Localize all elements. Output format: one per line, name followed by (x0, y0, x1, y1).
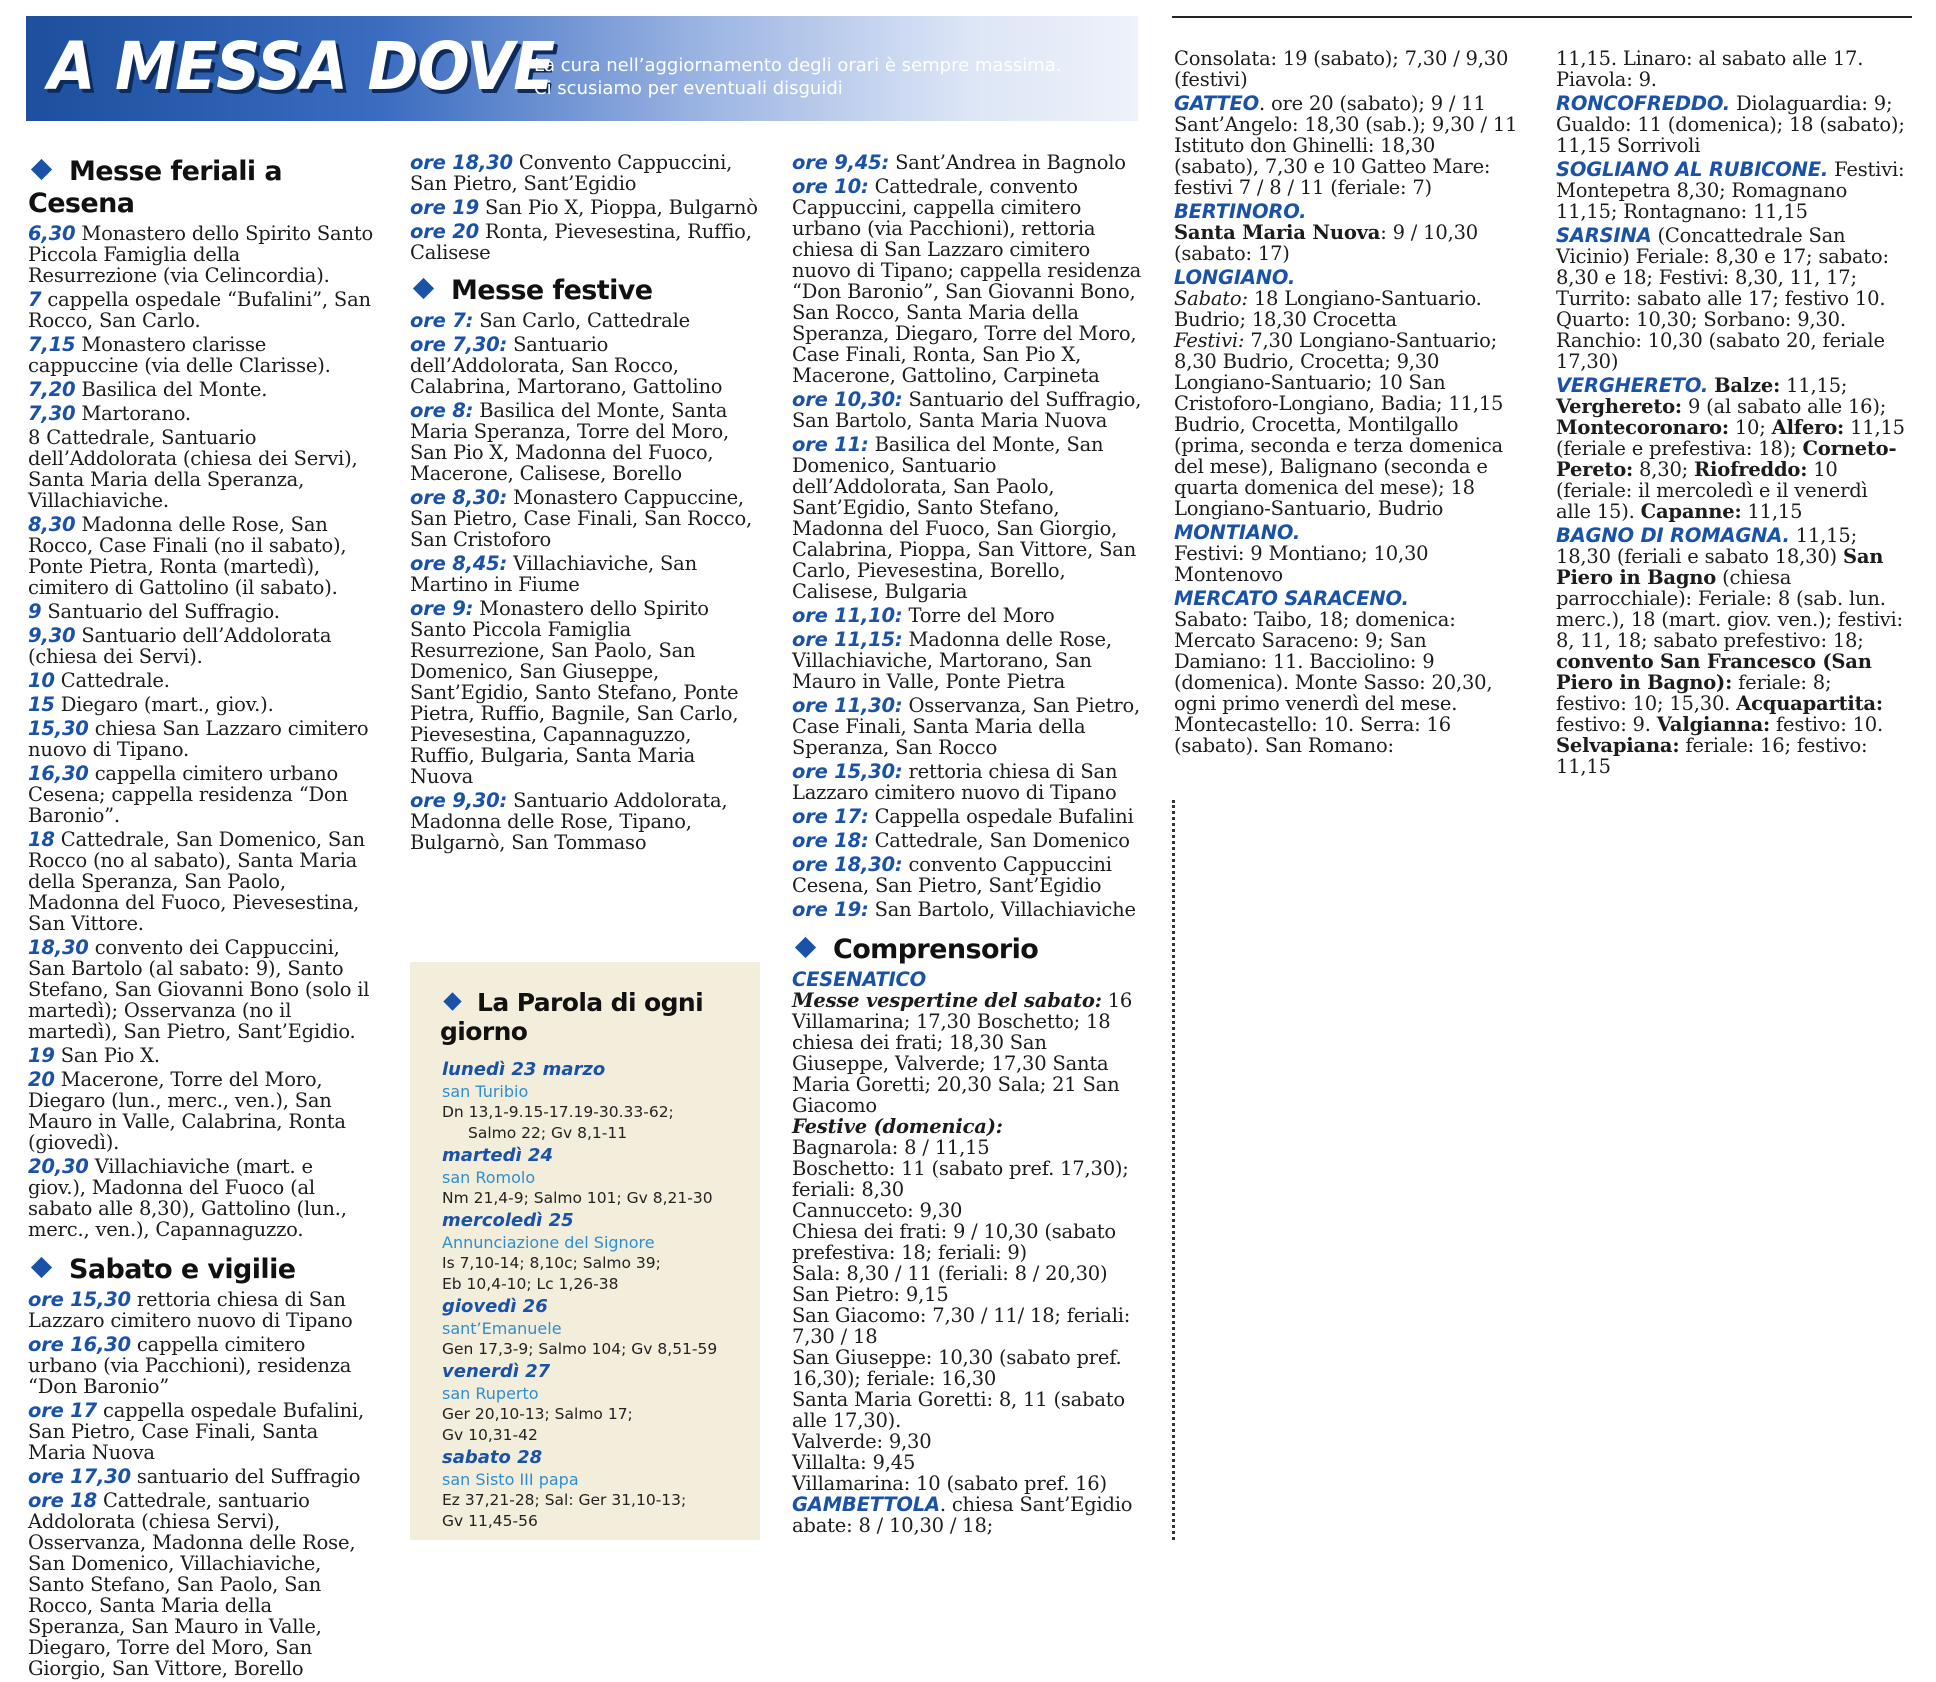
schedule-text: Osservanza, San Pietro, Case Finali, Santa Maria della Speranza, San Rocco (792, 694, 1141, 759)
schedule-item (792, 152, 1142, 173)
schedule-text: Ronta, Pievesestina, Ruffio, Calisese (410, 220, 752, 264)
diamond-icon (443, 992, 461, 1010)
banner-note: La cura nell’aggiornamento degli orari è sempre massima. Ci scusiamo per eventuali disguidi (534, 55, 1062, 99)
reading-day: sabato 28 (442, 1447, 543, 1468)
schedule-time: ore 15,30 (28, 1288, 131, 1311)
schedule-item (792, 605, 1142, 626)
title-banner (26, 16, 1138, 121)
schedule-text: San Pio X, Pioppa, Bulgarnò (484, 196, 758, 219)
schedule-item (28, 1289, 374, 1331)
schedule-time: ore 7,30: (410, 333, 508, 356)
reading-refs: Is 7,10-14; 8,10c; Salmo 39; (442, 1254, 661, 1272)
reading-saint: san Turibio (442, 1082, 529, 1101)
schedule-time: ore 11,15: (792, 628, 903, 651)
parola-box (410, 962, 760, 1540)
schedule-text: cappella ospedale “Bufalini”, San Rocco, San Carlo. (28, 288, 371, 332)
schedule-text: Cattedrale. (60, 669, 170, 692)
schedule-item (28, 1490, 374, 1679)
column-festive-cont (792, 152, 1142, 1536)
reading-refs: Eb 10,4-10; Lc 1,26-38 (442, 1275, 619, 1293)
schedule-item (28, 514, 374, 598)
schedule-time: ore 11,10: (792, 604, 903, 627)
festive-list (410, 310, 760, 853)
schedule-text: 8 Cattedrale, Santuario dell’Addolorata (chiesa dei Servi), Santa Maria della Speranza, Villachiaviche. (28, 426, 358, 512)
place-sarsina: SARSINA (1556, 224, 1652, 247)
parola-days (410, 1058, 760, 1532)
reading-refs: Gv 10,31-42 (442, 1426, 538, 1444)
reading-day: mercoledì 25 (442, 1210, 574, 1231)
schedule-text: San Pio X. (60, 1044, 160, 1067)
cesenatico-line: Santa Maria Goretti: 8, 11 (sabato alle 17,30). (792, 1388, 1125, 1432)
reading-refs: Salmo 22; Gv 8,1-11 (468, 1124, 628, 1142)
section-heading-comprensorio: Comprensorio (792, 934, 1142, 966)
schedule-time: 15 (28, 693, 55, 716)
schedule-item (28, 601, 374, 622)
schedule-time: ore 10: (792, 175, 869, 198)
schedule-text: Torre del Moro (908, 604, 1055, 627)
place-longiano: LONGIANO. (1174, 266, 1296, 289)
schedule-item (410, 400, 760, 484)
schedule-text: Cattedrale, convento Cappuccini, cappella cimitero urbano (via Pacchioni), rettoria chiesa di San Lazzaro cimitero nuovo di Tipano; cappella residenza “Don Baronio”, San Giovanni Bono, San Rocco, Santa Maria della Speranza, Diegaro, Torre del Moro, Case Finali, Ronta, San Pio X, Macerone, Gattolino, Carpineta (792, 175, 1142, 387)
schedule-time: ore 19 (410, 196, 479, 219)
schedule-item (28, 1045, 374, 1066)
schedule-text: cappella cimitero urbano Cesena; cappella residenza “Don Baronio”. (28, 762, 348, 827)
diamond-icon (413, 278, 434, 299)
schedule-text: Convento Cappuccini, San Pietro, Sant’Egidio (410, 151, 733, 195)
reading-saint: Annunciazione del Signore (442, 1233, 655, 1252)
cesenatico-line: Sala: 8,30 / 11 (feriali: 8 / 20,30) (792, 1262, 1108, 1285)
cesenatico-line: Villamarina: 10 (sabato pref. 16) (792, 1472, 1107, 1495)
place-sogliano: SOGLIANO AL RUBICONE. (1556, 158, 1829, 181)
schedule-item (792, 806, 1142, 827)
cesenatico-line: San Giuseppe: 10,30 (sabato pref. 16,30); feriale: 16,30 (792, 1346, 1122, 1390)
cesenatico-line: Boschetto: 11 (sabato pref. 17,30); feriali: 8,30 (792, 1157, 1129, 1201)
cesenatico-line: Chiesa dei frati: 9 / 10,30 (sabato prefestiva: 18; feriali: 9) (792, 1220, 1116, 1264)
schedule-item (28, 670, 374, 691)
cesenatico-line: Bagnarola: 8 / 11,15 (792, 1136, 990, 1159)
reading-refs: Ger 20,10-13; Salmo 17; (442, 1405, 633, 1423)
schedule-time: ore 10,30: (792, 388, 903, 411)
schedule-text: Santuario dell’Addolorata (chiesa dei Servi). (28, 624, 332, 668)
schedule-time: ore 16,30 (28, 1333, 131, 1356)
schedule-item (792, 389, 1142, 431)
schedule-item (792, 854, 1142, 896)
place-roncofreddo: RONCOFREDDO. (1556, 92, 1730, 115)
schedule-text: santuario del Suffragio (136, 1465, 361, 1488)
schedule-text: Madonna delle Rose, San Rocco, Case Finali (no il sabato), Ponte Pietra, Ronta (martedì), cimitero di Gattolino (il sabato). (28, 513, 347, 599)
schedule-text: Diegaro (mart., giov.). (60, 693, 274, 716)
schedule-text: Villachiaviche, San Martino in Fiume (410, 552, 697, 596)
schedule-time: ore 11: (792, 433, 869, 456)
schedule-item (792, 899, 1142, 920)
schedule-text: cappella cimitero urbano (via Pacchioni), residenza “Don Baronio” (28, 1333, 352, 1398)
schedule-text: Monastero Cappuccine, San Pietro, Case Finali, San Rocco, San Cristoforo (410, 486, 752, 551)
schedule-item (28, 379, 374, 400)
schedule-item (410, 553, 760, 595)
schedule-text: convento dei Cappuccini, San Bartolo (al sabato: 9), Santo Stefano, San Giovanni Bono (solo il martedì); Osservanza (no il martedì), San Pietro, Sant’Egidio. (28, 936, 370, 1043)
place-cesenatico: CESENATICO (792, 968, 926, 991)
schedule-text: chiesa San Lazzaro cimitero nuovo di Tipano. (28, 717, 369, 761)
place-verghereto: VERGHERETO. (1556, 374, 1709, 397)
schedule-item (410, 487, 760, 550)
reading-refs: Ez 37,21-28; Sal: Ger 31,10-13; (442, 1491, 687, 1509)
place-bertinoro: BERTINORO. (1174, 200, 1307, 223)
schedule-text: Macerone, Torre del Moro, Diegaro (lun., merc., ven.), San Mauro in Valle, Calabrina, Ronta (giovedì). (28, 1068, 346, 1154)
schedule-item (410, 152, 760, 194)
section-heading-feriali: Messe feriali a Cesena (28, 156, 283, 219)
schedule-item (792, 695, 1142, 758)
cesenatico-line: Cannucceto: 9,30 (792, 1199, 963, 1222)
schedule-time: ore 9: (410, 597, 474, 620)
schedule-text: Basilica del Monte, San Domenico, Santuario dell’Addolorata, San Paolo, Sant’Egidio, Santo Stefano, Madonna del Fuoco, San Giorgio, Calabrina, Pioppa, San Vittore, San Carlo, Pievesestina, Borello, Calisese, Bulgaria (792, 433, 1137, 603)
schedule-text: San Bartolo, Villachiaviche (874, 898, 1136, 921)
schedule-time: 7,20 (28, 378, 76, 401)
reading-saint: san Romolo (442, 1168, 536, 1187)
schedule-item (410, 598, 760, 787)
schedule-time: ore 11,30: (792, 694, 903, 717)
reading-refs: Gen 17,3-9; Salmo 104; Gv 8,51-59 (442, 1340, 718, 1358)
schedule-item (792, 434, 1142, 602)
place-montiano: MONTIANO. (1174, 521, 1301, 544)
schedule-time: ore 8,45: (410, 552, 508, 575)
schedule-text: Santuario del Suffragio. (47, 600, 280, 623)
schedule-item (410, 334, 760, 397)
schedule-item (28, 937, 374, 1042)
schedule-time: 20,30 (28, 1155, 89, 1178)
schedule-text: Santuario Addolorata, Madonna delle Rose, Tipano, Bulgarnò, San Tommaso (410, 789, 728, 854)
schedule-time: 10 (28, 669, 55, 692)
schedule-text: cappella ospedale Bufalini, San Pietro, Case Finali, Santa Maria Nuova (28, 1399, 364, 1464)
schedule-time: ore 9,45: (792, 151, 890, 174)
schedule-time: ore 15,30: (792, 760, 903, 783)
schedule-time: ore 8,30: (410, 486, 508, 509)
diamond-icon (31, 159, 52, 180)
schedule-text: San Carlo, Cattedrale (479, 309, 690, 332)
cesenatico-line: Villalta: 9,45 (792, 1451, 916, 1474)
cesenatico-line: Valverde: 9,30 (792, 1430, 932, 1453)
schedule-text: Martorano. (81, 402, 191, 425)
schedule-item (28, 403, 374, 424)
schedule-text: rettoria chiesa di San Lazzaro cimitero nuovo di Tipano (792, 760, 1118, 804)
schedule-time: 9,30 (28, 624, 76, 647)
schedule-item (410, 197, 760, 218)
schedule-text: Santuario del Suffragio, San Bartolo, Santa Maria Nuova (792, 388, 1142, 432)
schedule-text: Monastero dello Spirito Santo Piccola Famiglia della Resurrezione (via Celincordia). (28, 222, 374, 287)
page-title: A MESSA DOVE (48, 28, 555, 105)
schedule-item (28, 694, 374, 715)
schedule-text: Cattedrale, San Domenico, San Rocco (no al sabato), Santa Maria della Speranza, San Paolo, Madonna del Fuoco, Pievesestina, San Vittore. (28, 828, 365, 935)
schedule-text: Cappella ospedale Bufalini (874, 805, 1134, 828)
schedule-time: ore 19: (792, 898, 869, 921)
schedule-text: Cattedrale, San Domenico (874, 829, 1130, 852)
schedule-item (410, 221, 760, 263)
reading-refs: Nm 21,4-9; Salmo 101; Gv 8,21-30 (442, 1189, 713, 1207)
schedule-text: rettoria chiesa di San Lazzaro cimitero nuovo di Tipano (28, 1288, 353, 1332)
schedule-text: Cattedrale, santuario Addolorata (chiesa Servi), Osservanza, Madonna delle Rose, San Domenico, Villachiaviche, Santo Stefano, San Paolo, San Rocco, Santa Maria della Speranza, San Mauro in Valle, Diegaro, Torre del Moro, San Giorgio, San Vittore, Borello (28, 1489, 356, 1680)
schedule-text: Basilica del Monte. (81, 378, 268, 401)
schedule-time: ore 18: (792, 829, 869, 852)
reading-refs: Dn 13,1-9.15-17.19-30.33-62; (442, 1103, 674, 1121)
schedule-item (28, 1466, 374, 1487)
column-comprensorio-2: Consolata: 19 (sabato); 7,30 / 9,30 (festivi) GATTEO. ore 20 (sabato); 9 / 11 Sant’Angelo: 18,30 (sab.); 9,30 / 11 Istituto don Ghinelli: 18,30 (sabato), 7,30 e 10 Gatteo Mare: festivi 7 / 8 / 11 (feriale: 7) BERTINORO. Santa Maria Nuova: 9 / 10,30 (sabato: 17) LONGIANO. Sabato: 18 Longiano-Santuario. Budrio; 18,30 Crocetta Festivi: 7,30 Longiano-Santuario; 8,30 Budrio, Crocetta; 9,30 Longiano-Santuario; 10 San Cristoforo-Longiano, Badia; 11,15 Budrio, Crocetta, Montilgallo (prima, seconda e terza domenica del mese), Balignano (seconda e quarta domenica del mese); 18 Longiano-Santuario, Budrio MONTIANO. Festivi: 9 Montiano; 10,30 Montenovo MERCATO SARACENO. Sabato: Taibo, 18; domenica: Mercato Saraceno: 9; San Damiano: 11. Bacciolino: 9 (domenica). Monte Sasso: 20,30, ogni primo venerdì del mese. Montecastello: 10. Serra: 16 (sabato). San Romano: (1174, 48, 1524, 759)
schedule-text: Sant’Andrea in Bagnolo (895, 151, 1126, 174)
parola-heading: La Parola di ogni giorno (440, 988, 704, 1046)
schedule-text: Madonna delle Rose, Villachiaviche, Martorano, San Mauro in Valle, Ponte Pietra (792, 628, 1112, 693)
festive-list-cont (792, 152, 1142, 920)
schedule-time: ore 17 (28, 1399, 97, 1422)
schedule-item (28, 1400, 374, 1463)
cesenatico-lines (792, 1137, 1142, 1494)
schedule-time: ore 20 (410, 220, 479, 243)
column-comprensorio-3: 11,15. Linaro: al sabato alle 17. Piavola: 9. RONCOFREDDO. Diolaguardia: 9; Gualdo: 11 (domenica); 18 (sabato); 11,15 Sorrivoli SOGLIANO AL RUBICONE. Festivi: Montepetra 8,30; Romagnano 11,15; Rontagnano: 11,15 SARSINA (Concattedrale San Vicinio) Feriale: 8,30 e 17; sabato: 8,30 e 18; Festivi: 8,30, 11, 17; Turrito: sabato alle 17; festivo 10. Quarto: 10,30; Sorbano: 9,30. Ranchio: 10,30 (sabato 20, feriale 17,30) VERGHERETO. Balze: 11,15; Verghereto: 9 (al sabato alle 16); Montecoronaro: 10; Alfero: 11,15 (feriale e prefestiva: 18); Corneto-Pereto: 8,30; Riofreddo: 10 (feriale: il mercoledì e il venerdì alle 15). Capanne: 11,15 BAGNO DI ROMAGNA. 11,15; 18,30 (feriali e sabato 18,30) San Piero in Bagno (chiesa parrocchiale): Feriale: 8 (sab. lun. merc.), 18 (mart. giov. ven.); festivi: 8, 11, 18; sabato prefestivo: 18; convento San Francesco (San Piero in Bagno): feriale: 8; festivo: 10; 15,30. Acquapartita: festivo: 9. Valgianna: festivo: 10. Selvapiana: feriale: 16; festivo: 11,15 (1556, 47, 1905, 778)
schedule-item (28, 1069, 374, 1153)
section-heading-festive: Messe festive (410, 275, 760, 307)
schedule-time: ore 18,30: (792, 853, 903, 876)
schedule-text: convento Cappuccini Cesena, San Pietro, Sant’Egidio (792, 853, 1112, 897)
diamond-icon (795, 937, 816, 958)
column-feriali (28, 150, 374, 1682)
schedule-item (410, 790, 760, 853)
schedule-time: 19 (28, 1044, 55, 1067)
schedule-item (792, 761, 1142, 803)
schedule-item (28, 718, 374, 760)
reading-saint: san Ruperto (442, 1384, 539, 1403)
place-mercato-saraceno: MERCATO SARACENO. (1174, 587, 1409, 610)
schedule-item (792, 629, 1142, 692)
reading-day: giovedì 26 (442, 1296, 548, 1317)
place-gambettola: GAMBETTOLA (792, 1493, 940, 1516)
schedule-item (28, 625, 374, 667)
schedule-item (792, 830, 1142, 851)
schedule-item (28, 763, 374, 826)
reading-saint: sant’Emanuele (442, 1319, 562, 1338)
cesenatico-block: CESENATICO Messe vespertine del sabato: 16 Villamarina; 17,30 Boschetto; 18 chiesa dei frati; 18,30 San Giuseppe, Valverde; 17,30 Santa Maria Goretti; 20,30 Sala; 21 San Giacomo Festive (domenica): Bagnarola: 8 / 11,15 Boschetto: 11 (sabato pref. 17,30); feriali: 8,30 Cannucceto: 9,30 Chiesa dei frati: 9 / 10,30 (sabato prefestiva: 18; feriali: 9) Sala: 8,30 / 11 (feriali: 8 / 20,30) San Pietro: 9,15 San Giacomo: 7,30 / 11/ 18; feriali: 7,30 / 18 San Giuseppe: 10,30 (sabato pref. 16,30); feriale: 16,30 Santa Maria Goretti: 8, 11 (sabato alle 17,30). Valverde: 9,30 Villalta: 9,45 Villamarina: 10 (sabato pref. 16) GAMBETTOLA. chiesa Sant’Egidio abate: 8 / 10,30 / 18; (792, 969, 1142, 1536)
schedule-time: 9 (28, 600, 42, 623)
reading-day: venerdì 27 (442, 1361, 551, 1382)
top-rule (1172, 16, 1912, 18)
schedule-time: ore 9,30: (410, 789, 508, 812)
schedule-item (28, 223, 374, 286)
schedule-item (792, 176, 1142, 386)
schedule-time: 16,30 (28, 762, 89, 785)
schedule-item (28, 1156, 374, 1240)
schedule-item (28, 427, 374, 511)
dotted-divider (1172, 800, 1175, 1540)
schedule-text: Monastero clarisse cappuccine (via delle Clarisse). (28, 333, 331, 377)
schedule-time: ore 18,30 (410, 151, 513, 174)
schedule-time: 7,30 (28, 402, 76, 425)
schedule-time: 6,30 (28, 222, 76, 245)
schedule-text: Basilica del Monte, Santa Maria Speranza, Torre del Moro, San Pio X, Madonna del Fuoco, Macerone, Calisese, Borello (410, 399, 729, 485)
schedule-text: Santuario dell’Addolorata, San Rocco, Calabrina, Martorano, Gattolino (410, 333, 723, 398)
section-heading-sabato: Sabato e vigilie (28, 1254, 374, 1286)
schedule-time: 7 (28, 288, 42, 311)
schedule-time: ore 18 (28, 1489, 97, 1512)
schedule-item (28, 829, 374, 934)
schedule-time: 18 (28, 828, 55, 851)
sabato-list (28, 1289, 374, 1679)
reading-refs: Gv 11,45-56 (442, 1512, 538, 1530)
sabato-list-cont (410, 152, 760, 263)
reading-day: lunedì 23 marzo (442, 1059, 606, 1080)
column-festive (410, 152, 760, 856)
schedule-item (410, 310, 760, 331)
schedule-time: 8,30 (28, 513, 76, 536)
cesenatico-line: San Pietro: 9,15 (792, 1283, 949, 1306)
schedule-item (28, 289, 374, 331)
schedule-text: Monastero dello Spirito Santo Piccola Famiglia Resurrezione, San Paolo, San Domenico, San Giuseppe, Sant’Egidio, Santo Stefano, Ponte Pietra, Ruffio, Bagnile, San Carlo, Pievesestina, Capannaguzzo, Ruffio, Bulgaria, Santa Maria Nuova (410, 597, 739, 788)
feriali-list (28, 223, 374, 1240)
schedule-time: ore 7: (410, 309, 474, 332)
schedule-text: Villachiaviche (mart. e giov.), Madonna del Fuoco (al sabato alle 8,30), Gattolino (lun., merc., ven.), Capannaguzzo. (28, 1155, 347, 1241)
place-bagno-di-romagna: BAGNO DI ROMAGNA. (1556, 524, 1790, 547)
schedule-item (28, 334, 374, 376)
reading-day: martedì 24 (442, 1145, 553, 1166)
cesenatico-line: San Giacomo: 7,30 / 11/ 18; feriali: 7,30 / 18 (792, 1304, 1131, 1348)
schedule-time: 18,30 (28, 936, 89, 959)
schedule-item (28, 1334, 374, 1397)
schedule-time: ore 17: (792, 805, 869, 828)
schedule-time: ore 8: (410, 399, 474, 422)
diamond-icon (31, 1257, 52, 1278)
schedule-time: 20 (28, 1068, 55, 1091)
reading-saint: san Sisto III papa (442, 1470, 579, 1489)
schedule-time: 7,15 (28, 333, 76, 356)
schedule-time: ore 17,30 (28, 1465, 131, 1488)
place-gatteo: GATTEO (1174, 92, 1259, 115)
schedule-time: 15,30 (28, 717, 89, 740)
